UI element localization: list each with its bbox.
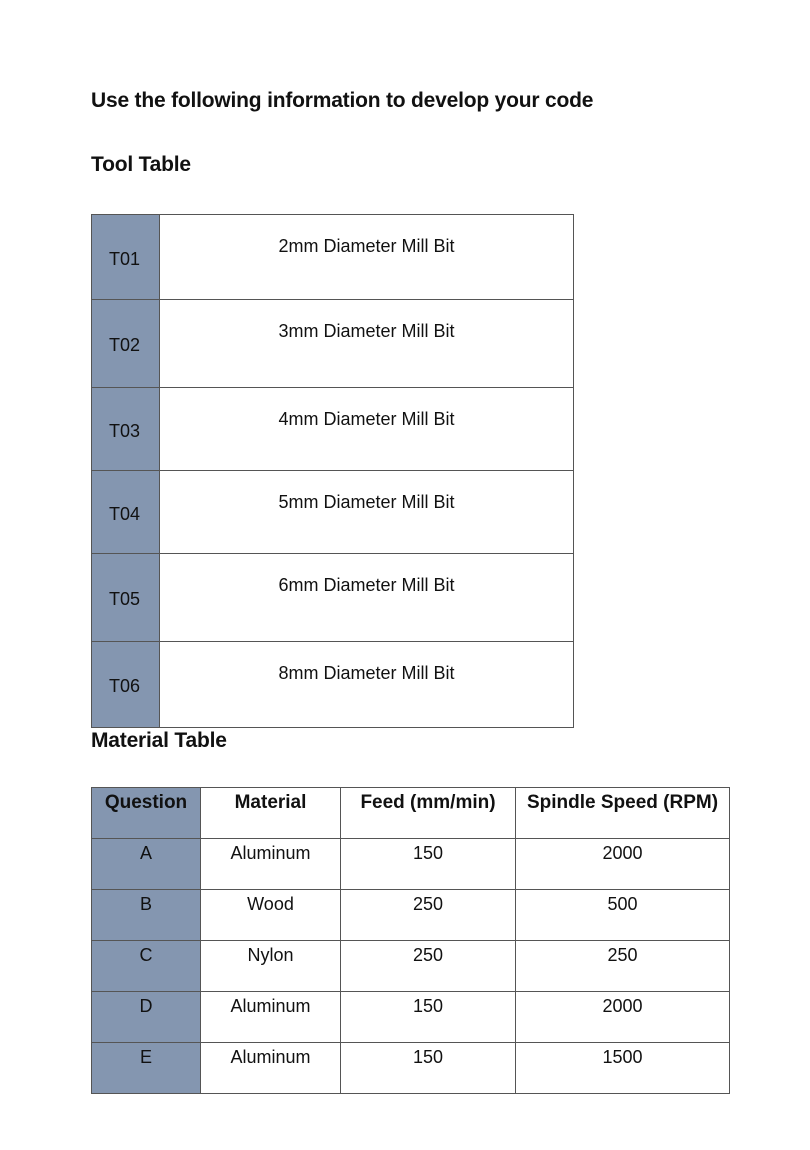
feed-cell: 150 [341, 839, 516, 890]
feed-cell: 150 [341, 1043, 516, 1094]
tool-description-cell: 4mm Diameter Mill Bit [160, 388, 574, 471]
tool-id-cell: T04 [92, 471, 160, 554]
question-cell: E [92, 1043, 201, 1094]
tool-description-cell: 3mm Diameter Mill Bit [160, 300, 574, 388]
material-cell: Aluminum [201, 1043, 341, 1094]
feed-cell: 150 [341, 992, 516, 1043]
tool-id-cell: T05 [92, 554, 160, 642]
question-cell: A [92, 839, 201, 890]
header-spindle-speed: Spindle Speed (RPM) [516, 788, 730, 839]
material-header-row [92, 788, 730, 839]
material-cell: Aluminum [201, 839, 341, 890]
tool-id-cell: T06 [92, 642, 160, 728]
material-cell: Wood [201, 890, 341, 941]
material-row [92, 992, 730, 1043]
speed-cell: 250 [516, 941, 730, 992]
feed-cell: 250 [341, 941, 516, 992]
tool-id-cell: T03 [92, 388, 160, 471]
tool-description-cell: 6mm Diameter Mill Bit [160, 554, 574, 642]
material-row [92, 890, 730, 941]
tool-row [92, 300, 574, 388]
material-row [92, 1043, 730, 1094]
question-cell: D [92, 992, 201, 1043]
intro-heading: Use the following information to develop your code [91, 89, 594, 112]
tool-row [92, 642, 574, 728]
material-row [92, 941, 730, 992]
tool-row [92, 215, 574, 300]
header-feed: Feed (mm/min) [341, 788, 516, 839]
material-row [92, 839, 730, 890]
tool-row [92, 471, 574, 554]
speed-cell: 1500 [516, 1043, 730, 1094]
question-cell: B [92, 890, 201, 941]
tool-table-title: Tool Table [91, 153, 191, 176]
question-cell: C [92, 941, 201, 992]
feed-cell: 250 [341, 890, 516, 941]
material-table-title: Material Table [91, 729, 227, 752]
material-cell: Nylon [201, 941, 341, 992]
tool-description-cell: 5mm Diameter Mill Bit [160, 471, 574, 554]
tool-row [92, 388, 574, 471]
tool-description-cell: 8mm Diameter Mill Bit [160, 642, 574, 728]
material-table [91, 787, 730, 1094]
tool-id-cell: T02 [92, 300, 160, 388]
header-material: Material [201, 788, 341, 839]
tool-row [92, 554, 574, 642]
header-question: Question [92, 788, 201, 839]
tool-table [91, 214, 574, 728]
material-cell: Aluminum [201, 992, 341, 1043]
tool-description-cell: 2mm Diameter Mill Bit [160, 215, 574, 300]
speed-cell: 2000 [516, 839, 730, 890]
tool-id-cell: T01 [92, 215, 160, 300]
speed-cell: 500 [516, 890, 730, 941]
speed-cell: 2000 [516, 992, 730, 1043]
